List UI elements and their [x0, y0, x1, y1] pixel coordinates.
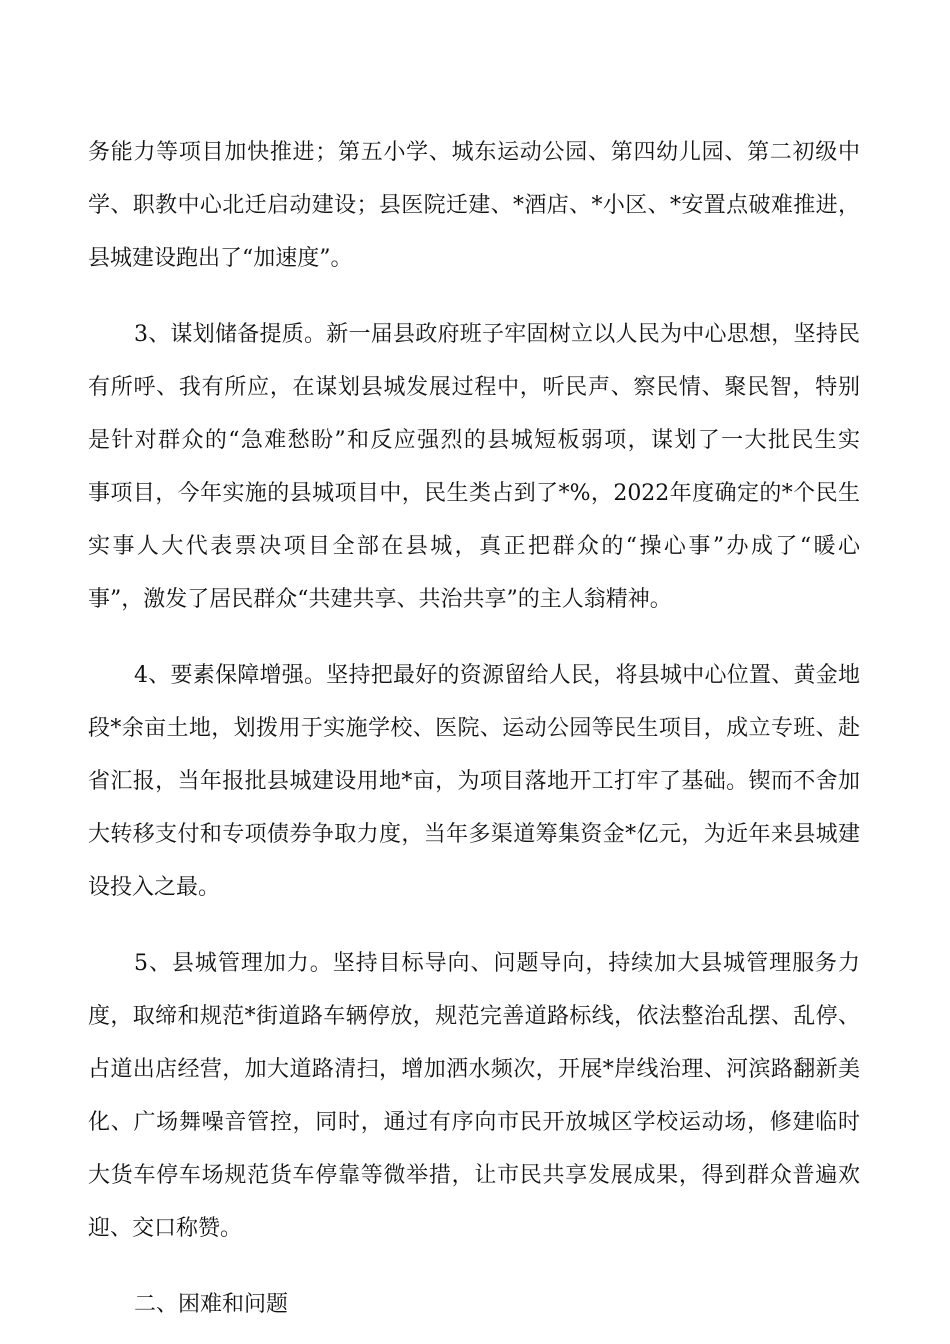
text-line: 事”，激发了居民群众“共建共享、共治共享”的主人翁精神。: [88, 587, 672, 612]
text-line: 大货车停车场规范货车停靠等微举措，让市民共享发展成果，得到群众普遍欢: [88, 1163, 860, 1188]
text-line: 化、广场舞噪音管控，同时，通过有序向市民开放城区学校运动场，修建临时: [88, 1110, 860, 1135]
text-line: 有所呼、我有所应，在谋划县城发展过程中，听民声、察民情、聚民智，特别: [88, 375, 860, 400]
text-line: 段*余亩土地，划拨用于实施学校、医院、运动公园等民生项目，成立专班、赴: [88, 716, 860, 741]
paragraph-1: [88, 126, 860, 285]
text-line: 3、谋划储备提质。新一届县政府班子牢固树立以人民为中心思想，坚持民: [134, 322, 860, 347]
text-line: 务能力等项目加快推进；第五小学、城东运动公园、第四幼儿园、第二初级中: [88, 140, 860, 165]
text-line: 事项目，今年实施的县城项目中，民生类占到了*%，2022年度确定的*个民生: [88, 481, 860, 506]
paragraph-gap: [88, 285, 860, 308]
paragraph-3: [88, 649, 860, 914]
text-line: 5、县城管理加力。坚持目标导向、问题导向，持续加大县城管理服务力: [134, 951, 860, 976]
paragraph-gap: [88, 626, 860, 649]
paragraph-2: [88, 308, 860, 626]
text-line: 度，取缔和规范*街道路车辆停放，规范完善道路标线，依法整治乱摆、乱停、: [88, 1004, 860, 1029]
text-line: 迎、交口称赞。: [88, 1216, 243, 1241]
text-line: 占道出店经营，加大道路清扫，增加洒水频次，开展*岸线治理、河滨路翻新美: [88, 1057, 860, 1082]
paragraph-gap: [88, 1255, 860, 1278]
text-line: 省汇报，当年报批县城建设用地*亩，为项目落地开工打牢了基础。锲而不舍加: [88, 769, 860, 794]
paragraph-gap: [88, 914, 860, 937]
text-line: 实事人大代表票决项目全部在县城，真正把群众的“操心事”办成了“暖心: [88, 534, 860, 559]
text-line: 4、要素保障增强。坚持把最好的资源留给人民，将县城中心位置、黄金地: [134, 663, 860, 688]
section-heading-text: 二、困难和问题: [134, 1292, 289, 1317]
section-heading: [88, 1278, 860, 1331]
document-body: [88, 126, 860, 1331]
text-line: 学、职教中心北迁启动建设；县医院迁建、*酒店、*小区、*安置点破难推进，: [88, 193, 860, 218]
text-line: 是针对群众的“急难愁盼”和反应强烈的县城短板弱项，谋划了一大批民生实: [88, 428, 860, 453]
text-line: 县城建设跑出了“加速度”。: [88, 246, 353, 271]
paragraph-4: [88, 937, 860, 1255]
text-line: 大转移支付和专项债券争取力度，当年多渠道筹集资金*亿元，为近年来县城建: [88, 822, 860, 847]
text-line: 设投入之最。: [88, 875, 221, 900]
